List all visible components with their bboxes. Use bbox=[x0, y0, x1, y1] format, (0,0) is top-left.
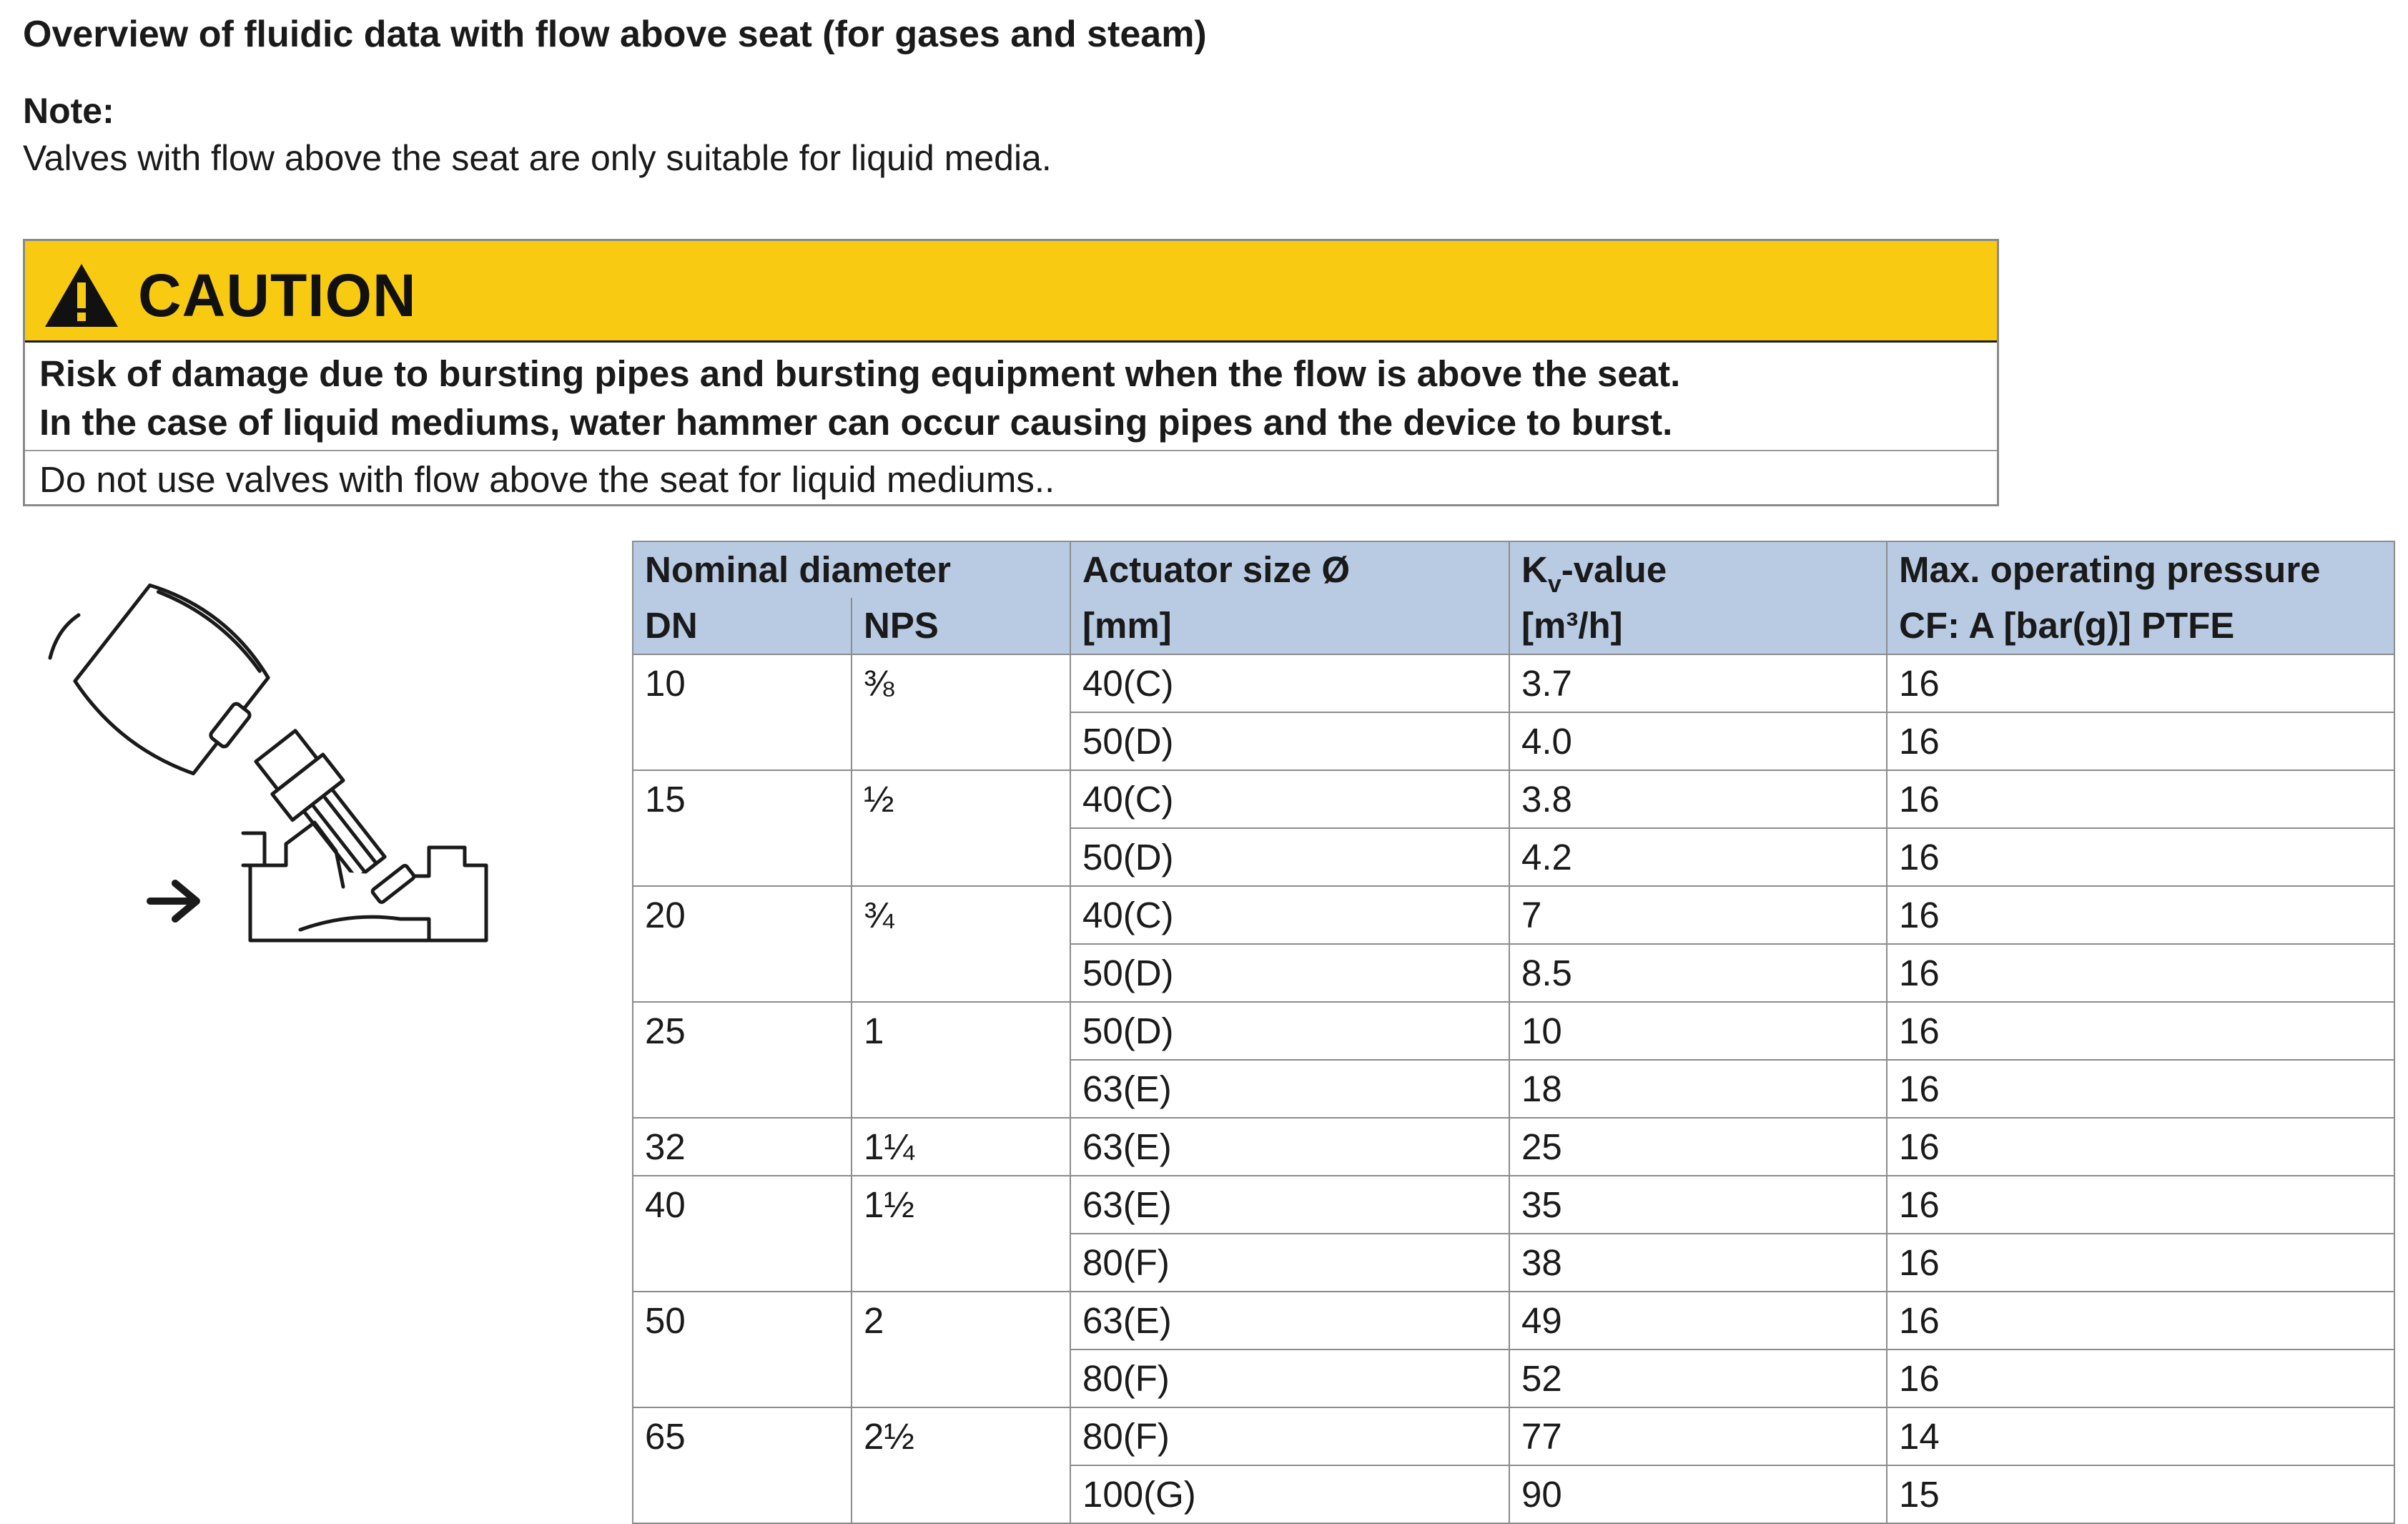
warning-triangle-icon bbox=[42, 261, 121, 330]
cell-kv: 4.2 bbox=[1509, 828, 1887, 886]
cell-actuator: 63(E) bbox=[1070, 1176, 1509, 1234]
cell-dn: 65 bbox=[633, 1407, 852, 1523]
col-header-pressure: Max. operating pressure bbox=[1887, 541, 2394, 598]
table-row bbox=[633, 1002, 2394, 1060]
cell-nps: 1¼ bbox=[852, 1118, 1070, 1176]
cell-pressure: 14 bbox=[1887, 1407, 2394, 1465]
fluidic-data-table bbox=[632, 541, 2395, 1524]
cell-actuator: 50(D) bbox=[1070, 828, 1509, 886]
table-row bbox=[633, 886, 2394, 944]
cell-nps: 2½ bbox=[852, 1407, 1070, 1523]
cell-actuator: 63(E) bbox=[1070, 1292, 1509, 1350]
col-header-kv bbox=[1509, 541, 1887, 598]
cell-kv: 8.5 bbox=[1509, 944, 1887, 1002]
cell-actuator: 63(E) bbox=[1070, 1060, 1509, 1118]
cell-pressure: 16 bbox=[1887, 828, 2394, 886]
table-row bbox=[633, 770, 2394, 828]
col-header-actuator: Actuator size Ø bbox=[1070, 541, 1509, 598]
cell-pressure: 16 bbox=[1887, 1118, 2394, 1176]
cell-nps: ¾ bbox=[852, 886, 1070, 1002]
cell-actuator: 80(F) bbox=[1070, 1407, 1509, 1465]
caution-risk-line: In the case of liquid mediums, water hammer can occur causing pipes and the device to burst. bbox=[39, 402, 1673, 443]
cell-pressure: 16 bbox=[1887, 654, 2394, 712]
cell-pressure: 16 bbox=[1887, 944, 2394, 1002]
caution-risk-line: Risk of damage due to bursting pipes and bursting equipment when the flow is above the seat. bbox=[39, 353, 1681, 394]
cell-dn: 10 bbox=[633, 654, 852, 770]
cell-actuator: 63(E) bbox=[1070, 1118, 1509, 1176]
arrow-right-icon bbox=[150, 883, 197, 919]
col-header-nominal-diameter: Nominal diameter bbox=[633, 541, 1070, 598]
col-header-pressure-unit: CF: A [bar(g)] PTFE bbox=[1887, 598, 2394, 654]
cell-dn: 25 bbox=[633, 1002, 852, 1118]
cell-pressure: 16 bbox=[1887, 1292, 2394, 1350]
table-row bbox=[633, 1176, 2394, 1234]
cell-nps: ½ bbox=[852, 770, 1070, 886]
cell-nps: 2 bbox=[852, 1292, 1070, 1407]
cell-actuator: 50(D) bbox=[1070, 944, 1509, 1002]
cell-actuator: 80(F) bbox=[1070, 1234, 1509, 1292]
cell-pressure: 16 bbox=[1887, 1176, 2394, 1234]
cell-dn: 15 bbox=[633, 770, 852, 886]
cell-kv: 7 bbox=[1509, 886, 1887, 944]
cell-actuator: 80(F) bbox=[1070, 1350, 1509, 1407]
cell-kv: 18 bbox=[1509, 1060, 1887, 1118]
cell-pressure: 16 bbox=[1887, 1350, 2394, 1407]
cell-actuator: 50(D) bbox=[1070, 1002, 1509, 1060]
cell-kv: 49 bbox=[1509, 1292, 1887, 1350]
cell-pressure: 16 bbox=[1887, 770, 2394, 828]
cell-actuator: 40(C) bbox=[1070, 886, 1509, 944]
cell-dn: 50 bbox=[633, 1292, 852, 1407]
cell-pressure: 16 bbox=[1887, 1002, 2394, 1060]
cell-kv: 10 bbox=[1509, 1002, 1887, 1060]
angle-seat-valve-icon bbox=[29, 551, 500, 951]
divider bbox=[25, 450, 1997, 451]
table-row bbox=[633, 654, 2394, 712]
cell-pressure: 16 bbox=[1887, 886, 2394, 944]
col-header-actuator-unit: [mm] bbox=[1070, 598, 1509, 654]
cell-kv: 3.7 bbox=[1509, 654, 1887, 712]
kv-subscript: v bbox=[1547, 571, 1561, 598]
cell-pressure: 16 bbox=[1887, 712, 2394, 770]
cell-nps: ⅜ bbox=[852, 654, 1070, 770]
kv-rest: -value bbox=[1561, 549, 1667, 590]
cell-kv: 52 bbox=[1509, 1350, 1887, 1407]
cell-pressure: 16 bbox=[1887, 1234, 2394, 1292]
cell-kv: 77 bbox=[1509, 1407, 1887, 1465]
caution-box bbox=[23, 239, 1999, 506]
cell-actuator: 100(G) bbox=[1070, 1465, 1509, 1523]
cell-kv: 35 bbox=[1509, 1176, 1887, 1234]
cell-dn: 20 bbox=[633, 886, 852, 1002]
cell-kv: 90 bbox=[1509, 1465, 1887, 1523]
cell-kv: 3.8 bbox=[1509, 770, 1887, 828]
note-label: Note: bbox=[23, 91, 114, 131]
col-header-dn: DN bbox=[633, 598, 852, 654]
caution-heading: CAUTION bbox=[138, 262, 417, 329]
cell-pressure: 16 bbox=[1887, 1060, 2394, 1118]
cell-nps: 1½ bbox=[852, 1176, 1070, 1292]
table-row bbox=[633, 1292, 2394, 1350]
col-header-nps: NPS bbox=[852, 598, 1070, 654]
cell-dn: 32 bbox=[633, 1118, 852, 1176]
kv-main: K bbox=[1521, 549, 1548, 590]
cell-actuator: 40(C) bbox=[1070, 654, 1509, 712]
table-row bbox=[633, 1407, 2394, 1465]
table-row bbox=[633, 1118, 2394, 1176]
cell-actuator: 50(D) bbox=[1070, 712, 1509, 770]
cell-actuator: 40(C) bbox=[1070, 770, 1509, 828]
col-header-kv-unit: [m³/h] bbox=[1509, 598, 1887, 654]
note-text: Valves with flow above the seat are only suitable for liquid media. bbox=[23, 138, 1052, 178]
page-title: Overview of fluidic data with flow above seat (for gases and steam) bbox=[23, 14, 1207, 55]
caution-action-text: Do not use valves with flow above the seat for liquid mediums.. bbox=[39, 459, 1055, 500]
cell-kv: 25 bbox=[1509, 1118, 1887, 1176]
cell-pressure: 15 bbox=[1887, 1465, 2394, 1523]
table-body bbox=[633, 654, 2394, 1523]
cell-kv: 38 bbox=[1509, 1234, 1887, 1292]
cell-dn: 40 bbox=[633, 1176, 852, 1292]
caution-banner bbox=[25, 241, 1997, 343]
cell-nps: 1 bbox=[852, 1002, 1070, 1118]
cell-kv: 4.0 bbox=[1509, 712, 1887, 770]
caution-risk-text bbox=[39, 350, 1680, 447]
